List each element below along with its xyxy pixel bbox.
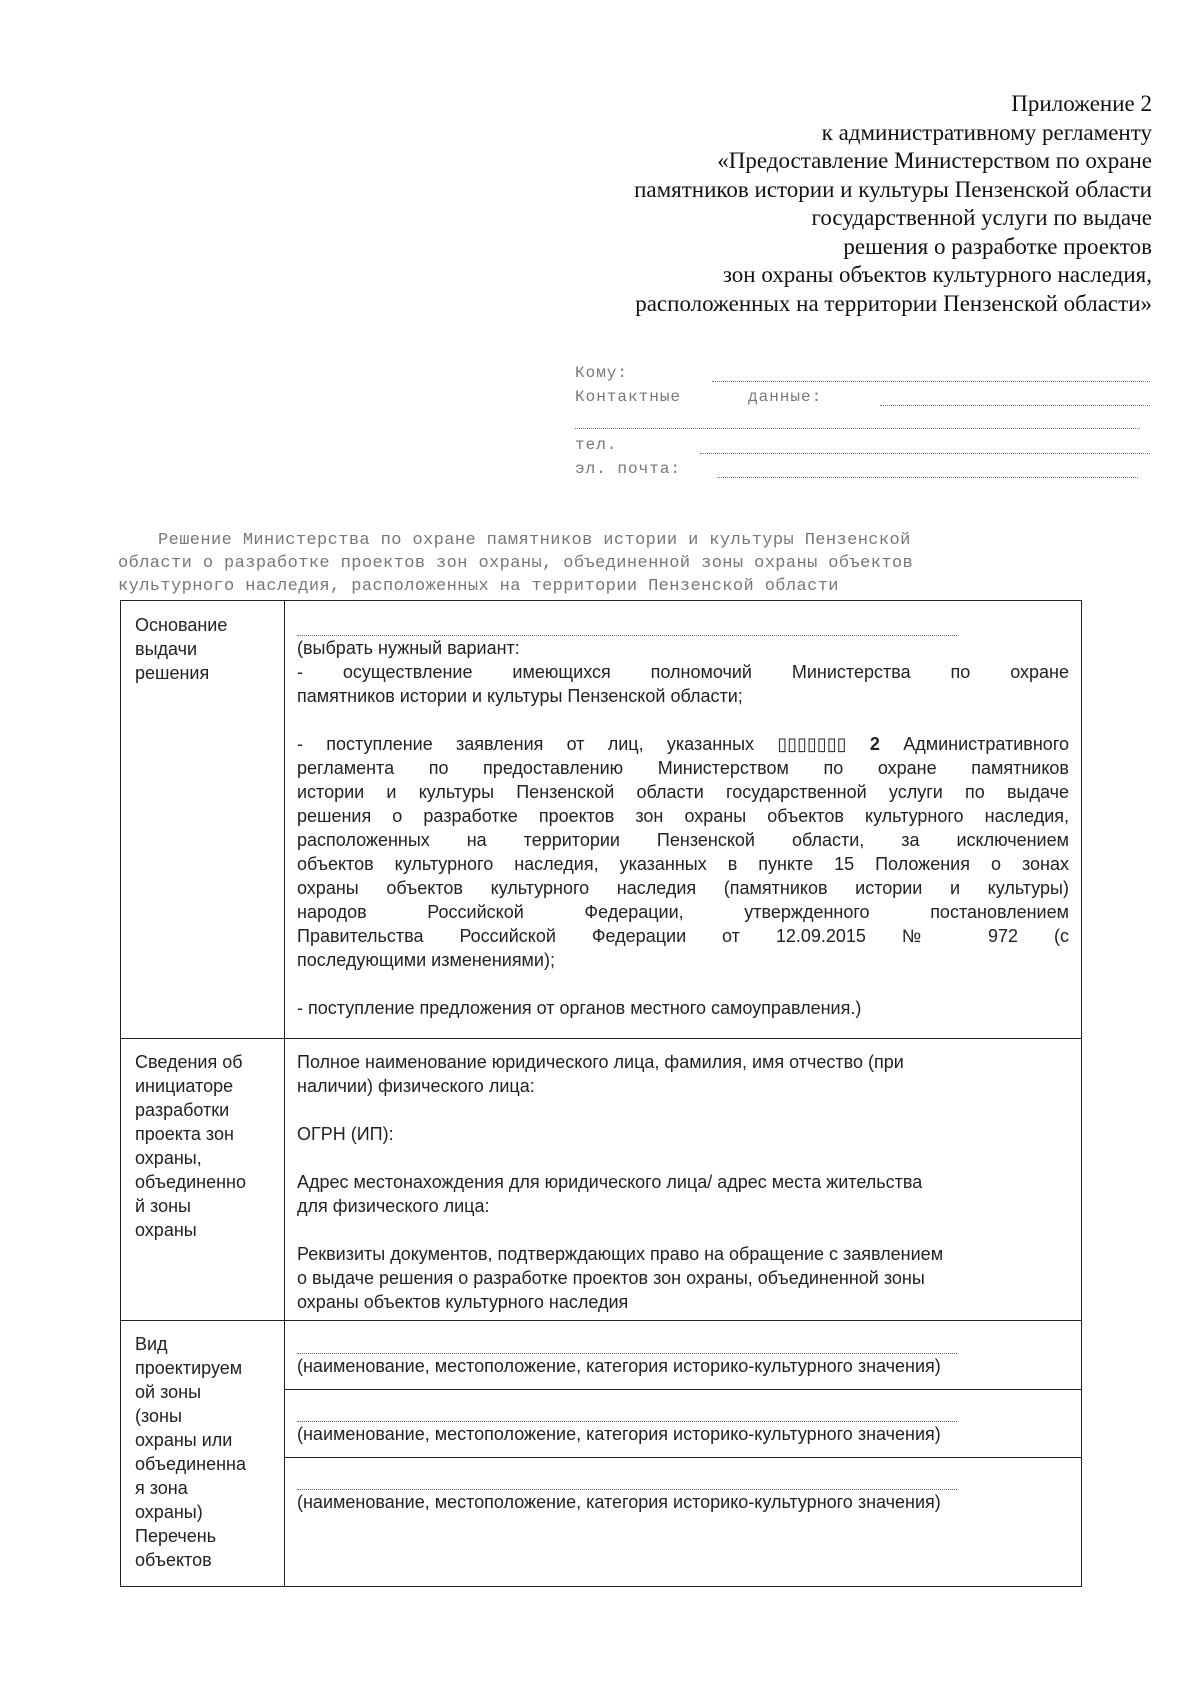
form-title-line: культурного наследия, расположенных на территории Пензенской области — [118, 577, 839, 596]
contacts-label-2: данные: — [748, 388, 823, 406]
option-text: - поступление заявления от лиц, указанных — [297, 734, 755, 754]
option-line: охраны объектов культурного наследия (памятников истории и культуры) — [297, 878, 1069, 898]
phone-label: тел. — [575, 436, 618, 454]
label-line: объектов — [135, 1550, 212, 1570]
label-line: проекта зон — [135, 1124, 234, 1144]
label-line: Перечень — [135, 1526, 217, 1546]
option-line: регламента по предоставлению Министерством по охране памятников — [297, 758, 1069, 778]
label-line: разработки — [135, 1100, 230, 1120]
object-entry-3 — [297, 1469, 1069, 1514]
requisites-label: Реквизиты документов, подтверждающих право на обращение с заявлением — [297, 1244, 944, 1264]
row3-label — [135, 1332, 275, 1572]
phone-field[interactable] — [700, 453, 1150, 454]
option-line: - поступление предложения от органов местного самоуправления.) — [297, 998, 862, 1018]
subrow-divider — [284, 1457, 1081, 1458]
row1-label — [135, 613, 275, 685]
contacts-field[interactable] — [880, 405, 1150, 406]
form-title — [118, 529, 1078, 598]
label-line: охраны, — [135, 1148, 202, 1168]
option-line: расположенных на территории Пензенской области, за исключением — [297, 830, 1069, 850]
label-line: ой зоны — [135, 1382, 202, 1402]
object-hint: (наименование, местоположение, категория историко-культурного значения) — [297, 1492, 941, 1512]
label-line: (зоны — [135, 1406, 182, 1426]
header-line: решения о разработке проектов — [843, 233, 1152, 259]
option-line: истории и культуры Пензенской области государственной услуги по выдаче — [297, 782, 1069, 802]
object-hint: (наименование, местоположение, категория историко-культурного значения) — [297, 1356, 941, 1376]
address-label: для физического лица: — [297, 1196, 490, 1216]
option-line: памятников истории и культуры Пензенской области; — [297, 686, 743, 706]
label-line: охраны или — [135, 1430, 233, 1450]
header-line: «Предоставление Министерством по охране — [717, 148, 1152, 173]
option-text: Административного — [903, 734, 1069, 754]
option-line: - осуществление имеющихся полномочий Министерства по охране — [297, 662, 1069, 682]
header-line: зон охраны объектов культурного наследия, — [722, 262, 1152, 287]
label-line: й зоны — [135, 1196, 191, 1216]
form-title-line: области о разработке проектов зон охраны, объединенной зоны охраны объектов — [118, 554, 914, 573]
label-line: охраны) — [135, 1502, 203, 1522]
row2-content — [297, 1050, 1069, 1314]
label-line: Вид — [135, 1334, 168, 1354]
object-entry-1 — [297, 1333, 1069, 1378]
email-field[interactable] — [717, 477, 1138, 478]
row1-content — [297, 613, 1069, 1020]
to-field[interactable] — [712, 381, 1150, 382]
ogrn-label: ОГРН (ИП): — [297, 1124, 394, 1144]
label-line: объединенно — [135, 1172, 246, 1192]
row2-label — [135, 1050, 275, 1242]
bold-number: 2 — [869, 734, 880, 754]
decision-table — [120, 600, 1082, 1587]
label-line: решения — [135, 663, 210, 683]
label-line: Основание — [135, 615, 228, 635]
subrow-divider — [284, 1389, 1081, 1390]
contacts-field-2[interactable] — [575, 428, 1140, 429]
object-hint: (наименование, местоположение, категория историко-культурного значения) — [297, 1424, 941, 1444]
option-line: народов Российской Федерации, утвержденного постановлением — [297, 902, 1069, 922]
header-line: к административному регламенту — [821, 119, 1152, 145]
garbled-glyphs: ▯▯▯▯▯▯▯ — [777, 734, 847, 754]
requisites-label: о выдаче решения о разработке проектов зон охраны, объединенной зоны — [297, 1268, 925, 1288]
form-title-line: Решение Министерства по охране памятников истории и культуры Пензенской — [158, 531, 911, 550]
header-line: памятников истории и культуры Пензенской области — [634, 176, 1152, 202]
row-divider — [121, 1038, 1081, 1039]
address-label: Адрес местонахождения для юридического лица/ адрес места жительства — [297, 1172, 923, 1192]
label-line: охраны — [135, 1220, 197, 1240]
header-line: расположенных на территории Пензенской области» — [635, 290, 1152, 316]
label-line: объединенна — [135, 1454, 246, 1474]
option-line: объектов культурного наследия, указанных в пункте 15 Положения о зонах — [297, 854, 1069, 874]
label-line: инициаторе — [135, 1076, 234, 1096]
to-label: Кому: — [575, 364, 629, 382]
row-divider — [121, 1320, 1081, 1321]
contacts-label: Контактные — [575, 388, 682, 406]
header-line: Приложение 2 — [1011, 91, 1152, 116]
initiator-name-label: наличии) физического лица: — [297, 1076, 535, 1096]
email-label: эл. почта: — [575, 460, 682, 478]
label-line: выдачи — [135, 639, 198, 659]
choose-hint: (выбрать нужный вариант: — [297, 638, 520, 658]
option-line: решения о разработке проектов зон охраны объектов культурного наследия, — [297, 806, 1069, 826]
option-line: Правительства Российской Федерации от 12.09.2015 № 972 (с — [297, 926, 1069, 946]
header-line: государственной услуги по выдаче — [811, 205, 1152, 230]
object-entry-2 — [297, 1401, 1069, 1446]
option-line: последующими изменениями); — [297, 950, 555, 970]
column-divider — [284, 601, 285, 1586]
label-line: Сведения об — [135, 1052, 243, 1072]
initiator-name-label: Полное наименование юридического лица, фамилия, имя отчество (при — [297, 1052, 904, 1072]
label-line: проектируем — [135, 1358, 243, 1378]
option-line — [297, 732, 1069, 756]
requisites-label: охраны объектов культурного наследия — [297, 1292, 629, 1312]
label-line: я зона — [135, 1478, 188, 1498]
appendix-header — [532, 90, 1152, 318]
